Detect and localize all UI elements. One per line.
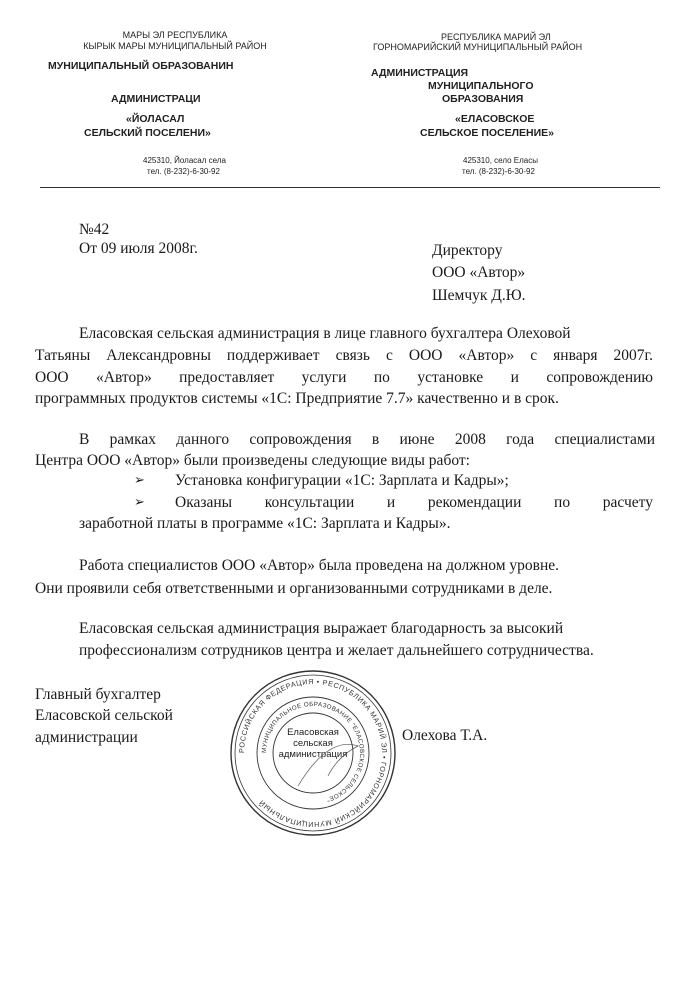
letter-date: От 09 июля 2008г. — [79, 240, 198, 257]
para3-line2: Они проявили себя ответственными и организованными сотрудниками в деле. — [35, 580, 553, 597]
signature-title-line1: Главный бухгалтер — [35, 686, 161, 703]
stamp-center-line1: Еласовская — [287, 727, 339, 738]
para1-line1: Еласовская сельская администрация в лице главного бухгалтера Олеховой — [79, 325, 571, 342]
letterhead-right-line5: ОБРАЗОВАНИЯ — [442, 93, 524, 105]
para4-line1: Еласовская сельская администрация выражает благодарность за высокий — [79, 620, 564, 637]
svg-text:РОССИЙСКАЯ ФЕДЕРАЦИЯ • РЕСПУБЛ: РОССИЙСКАЯ ФЕДЕРАЦИЯ • РЕСПУБЛИКА МАРИЙ ЭЛ • ГОРНОМАРИЙСКИЙ МУНИЦИПАЛЬНЫЙ — [236, 676, 390, 830]
para1-line2: Татьяны Александровны поддерживает связь с ООО «Автор» с января 2007г. — [35, 347, 653, 364]
letterhead-right-line7: СЕЛЬСКОЕ ПОСЕЛЕНИЕ» — [420, 127, 554, 139]
letterhead-left-line6: СЕЛЬСКИЙ ПОСЕЛЕНИ» — [84, 127, 211, 139]
letterhead-left-line1: МАРЫ ЭЛ РЕСПУБЛИКА — [122, 30, 228, 40]
para1-line4: программных продуктов системы «1С: Предприятие 7.7» качественно и в срок. — [35, 390, 559, 407]
letterhead-right-line1: РЕСПУБЛИКА МАРИЙ ЭЛ — [441, 32, 551, 42]
letter-number: №42 — [79, 221, 110, 238]
recipient-line2: ООО «Автор» — [432, 264, 526, 281]
letterhead-right-line4: МУНИЦИПАЛЬНОГО — [428, 80, 534, 92]
para1-line3: ООО «Автор» предоставляет услуги по установке и сопровождению — [35, 369, 653, 386]
bullet-item1: Установка конфигурации «1С: Зарплата и Кадры»; — [175, 472, 509, 489]
letterhead-right-phone: тел. (8-232)-6-30-92 — [462, 167, 535, 176]
para3-line1: Работа специалистов ООО «Автор» была проведена на должном уровне. — [79, 557, 560, 574]
bullet-item2-line1: Оказаны консультации и рекомендации по расчету — [175, 494, 653, 511]
letterhead-left-line3: МУНИЦИПАЛЬНЫЙ ОБРАЗОВАНИН — [48, 60, 234, 72]
svg-text:МУНИЦИПАЛЬНОЕ ОБРАЗОВАНИЕ "ЕЛА: МУНИЦИПАЛЬНОЕ ОБРАЗОВАНИЕ "ЕЛАСОВСКОЕ СЕЛЬСКОЕ" — [260, 700, 366, 803]
stamp-center-text — [273, 727, 353, 760]
letterhead-left-line2: КЫРЫК МАРЫ МУНИЦИПАЛЬНЫЙ РАЙОН — [83, 41, 267, 51]
recipient-line3: Шемчук Д.Ю. — [432, 287, 526, 304]
letterhead-left-phone: тел. (8-232)-6-30-92 — [147, 167, 220, 176]
letterhead-left-line5: «ЙОЛАСАЛ — [126, 113, 185, 125]
signature-name: Олехова Т.А. — [402, 727, 488, 744]
letterhead-right-line3: АДМИНИСТРАЦИЯ — [371, 67, 469, 79]
letterhead-right-address: 425310, село Еласы — [463, 156, 538, 165]
bullet-item2-line2: заработной платы в программе «1С: Зарплата и Кадры». — [79, 515, 451, 532]
signature-title-line2: Еласовской сельской — [35, 707, 173, 724]
bullet-marker: ➢ — [134, 473, 145, 488]
letterhead-left-address: 425310, Йоласал села — [143, 156, 226, 165]
para2-line1: В рамках данного сопровождения в июне 2008 года специалистами — [79, 431, 655, 448]
signature-title-line3: администрации — [35, 729, 138, 746]
stamp-center-line3: администрация — [278, 749, 348, 760]
recipient-line1: Директору — [432, 242, 503, 259]
para2-line2: Центра ООО «Автор» были произведены следующие виды работ: — [35, 452, 470, 469]
letterhead-right-line6: «ЕЛАСОВСКОЕ — [455, 113, 535, 125]
stamp-center-line2: сельская — [293, 738, 333, 749]
letterhead-divider — [40, 187, 660, 188]
bullet-marker: ➢ — [134, 495, 145, 510]
para4-line2: профессионализм сотрудников центра и желает дальнейшего сотрудничества. — [79, 642, 594, 659]
letterhead-left-line4: АДМИНИСТРАЦИ — [111, 93, 201, 105]
letterhead-left — [40, 30, 310, 52]
letterhead-right-line2: ГОРНОМАРИЙСКИЙ МУНИЦИПАЛЬНЫЙ РАЙОН — [373, 42, 583, 52]
